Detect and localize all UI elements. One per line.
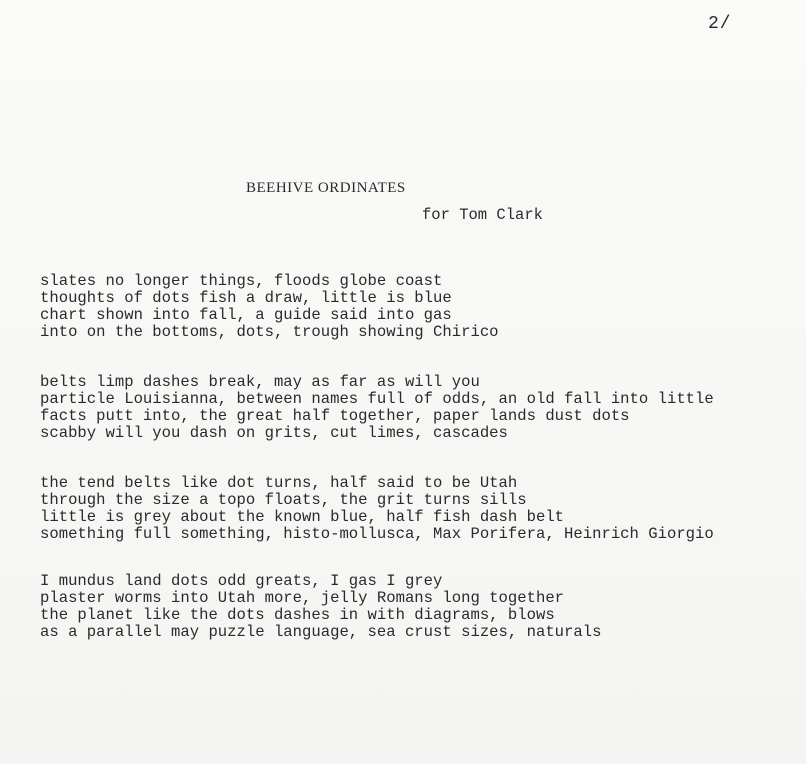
poem-line: plaster worms into Utah more, jelly Romans long together <box>40 589 565 607</box>
poem-line: belts limp dashes break, may as far as will you <box>40 373 480 391</box>
stanza-4 <box>40 573 601 641</box>
poem-line: slates no longer things, floods globe coast <box>40 272 443 290</box>
poem-line: facts putt into, the great half together, paper lands dust dots <box>40 407 630 425</box>
poem-line: little is grey about the known blue, half fish dash belt <box>40 508 565 526</box>
poem-dedication: for Tom Clark <box>422 206 543 224</box>
poem-title: BEEHIVE ORDINATES <box>246 180 406 196</box>
poem-line: I mundus land dots odd greats, I gas I grey <box>40 572 443 590</box>
stanza-1 <box>40 273 499 341</box>
poem-line: thoughts of dots fish a draw, little is blue <box>40 289 452 307</box>
poem-line: something full something, histo-mollusca, Max Porifera, Heinrich Giorgio <box>40 525 714 543</box>
bleed-through-text <box>378 14 385 28</box>
poem-line: the tend belts like dot turns, half said to be Utah <box>40 474 518 492</box>
stanza-2 <box>40 374 714 442</box>
poem-line: chart shown into fall, a guide said into gas <box>40 306 452 324</box>
poem-line: the planet like the dots dashes in with diagrams, blows <box>40 606 555 624</box>
poem-line: into on the bottoms, dots, trough showing Chirico <box>40 323 499 341</box>
page-number: 2/ <box>708 14 732 34</box>
stanza-3 <box>40 475 714 543</box>
poem-line: particle Louisianna, between names full of odds, an old fall into little <box>40 390 714 408</box>
poem-line: scabby will you dash on grits, cut limes, cascades <box>40 424 508 442</box>
poem-line: as a parallel may puzzle language, sea crust sizes, naturals <box>40 623 602 641</box>
poem-line: through the size a topo floats, the grit turns sills <box>40 491 527 509</box>
